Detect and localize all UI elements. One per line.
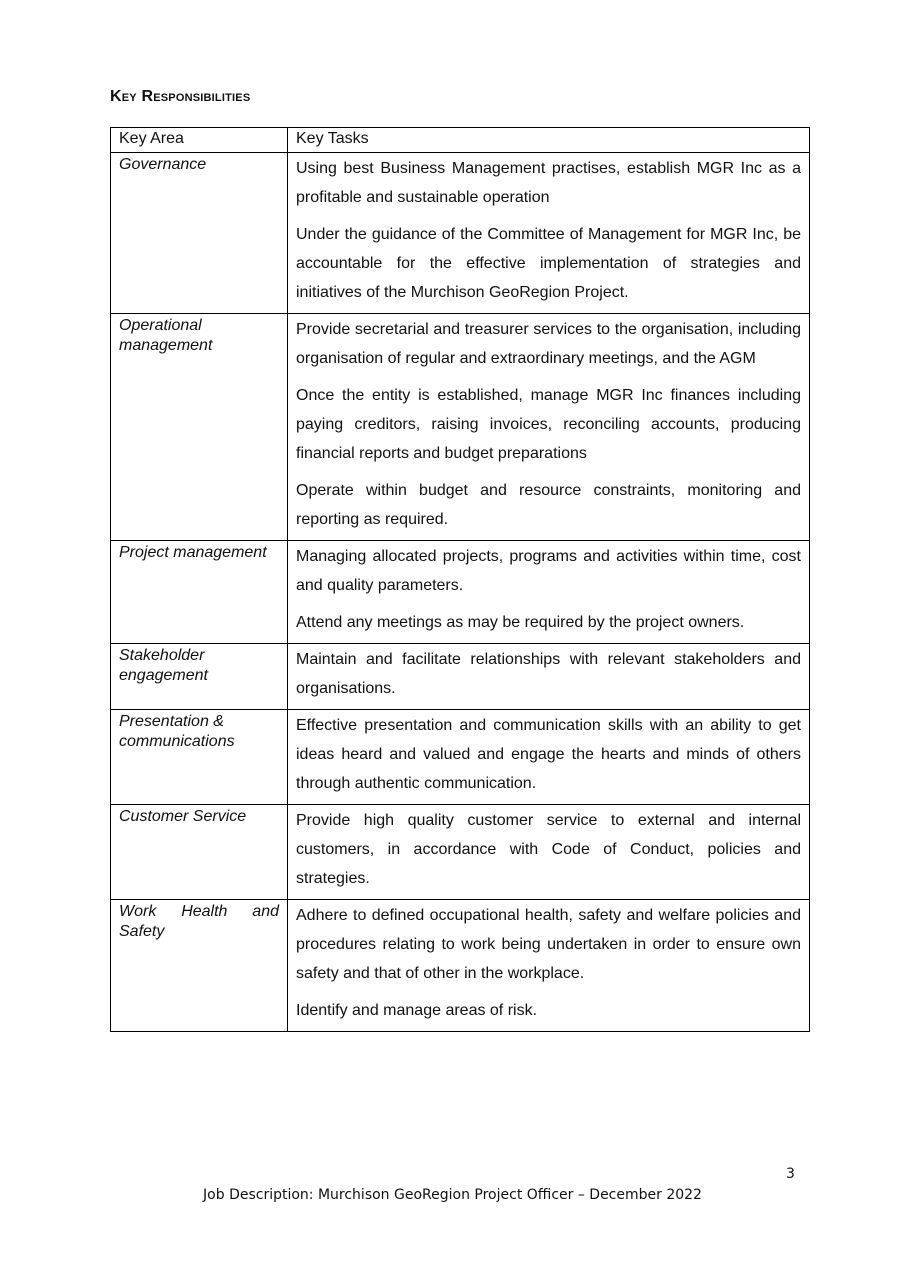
key-tasks-cell bbox=[288, 314, 810, 541]
task-item: Operate within budget and resource constraints, monitoring and reporting as required. bbox=[296, 482, 801, 528]
key-area-cell: Presentation & communications bbox=[111, 710, 288, 805]
key-tasks-cell bbox=[288, 153, 810, 314]
key-area-cell: Project management bbox=[111, 541, 288, 644]
responsibilities-table bbox=[110, 127, 810, 1032]
key-tasks-cell bbox=[288, 900, 810, 1032]
key-area-cell: Work Health and Safety bbox=[111, 900, 288, 1032]
key-tasks-cell bbox=[288, 541, 810, 644]
task-item: Identify and manage areas of risk. bbox=[296, 1002, 538, 1019]
table-row bbox=[111, 153, 810, 314]
task-item: Maintain and facilitate relationships with relevant stakeholders and organisations. bbox=[296, 651, 801, 697]
page-footer: Job Description: Murchison GeoRegion Project Officer – December 2022 bbox=[203, 1187, 702, 1203]
table-row bbox=[111, 710, 810, 805]
key-tasks-cell bbox=[288, 710, 810, 805]
task-item: Effective presentation and communication skills with an ability to get ideas heard and valued and engage the hearts and minds of others through authentic communication. bbox=[296, 717, 801, 792]
table-row bbox=[111, 644, 810, 710]
task-item: Once the entity is established, manage MGR Inc finances including paying creditors, raising invoices, reconciling accounts, producing financial reports and budget preparations bbox=[296, 387, 801, 462]
key-area-cell: Stakeholder engagement bbox=[111, 644, 288, 710]
table-row bbox=[111, 900, 810, 1032]
task-item: Managing allocated projects, programs and activities within time, cost and quality parameters. bbox=[296, 548, 801, 594]
task-item: Provide secretarial and treasurer services to the organisation, including organisation of regular and extraordinary meetings, and the AGM bbox=[296, 321, 801, 367]
key-area-cell: Operational management bbox=[111, 314, 288, 541]
task-item: Under the guidance of the Committee of Management for MGR Inc, be accountable for the effective implementation of strategies and initiatives of the Murchison GeoRegion Project. bbox=[296, 226, 801, 301]
key-tasks-cell bbox=[288, 805, 810, 900]
key-area-cell: Customer Service bbox=[111, 805, 288, 900]
column-header-key-area: Key Area bbox=[111, 128, 288, 153]
task-item: Adhere to defined occupational health, safety and welfare policies and procedures relating to work being undertaken in order to ensure own safety and that of other in the workplace. bbox=[296, 907, 801, 982]
page-number: 3 bbox=[786, 1166, 795, 1182]
section-heading: Key Responsibilities bbox=[110, 88, 251, 105]
task-item: Using best Business Management practises, establish MGR Inc as a profitable and sustainable operation bbox=[296, 160, 801, 206]
table-row bbox=[111, 541, 810, 644]
key-tasks-cell bbox=[288, 644, 810, 710]
column-header-key-tasks: Key Tasks bbox=[288, 128, 810, 153]
table-row bbox=[111, 805, 810, 900]
table-row bbox=[111, 314, 810, 541]
task-item: Provide high quality customer service to external and internal customers, in accordance with Code of Conduct, policies and strategies. bbox=[296, 812, 801, 887]
table-header-row bbox=[111, 128, 810, 153]
key-area-cell: Governance bbox=[111, 153, 288, 314]
task-item: Attend any meetings as may be required by the project owners. bbox=[296, 614, 745, 631]
